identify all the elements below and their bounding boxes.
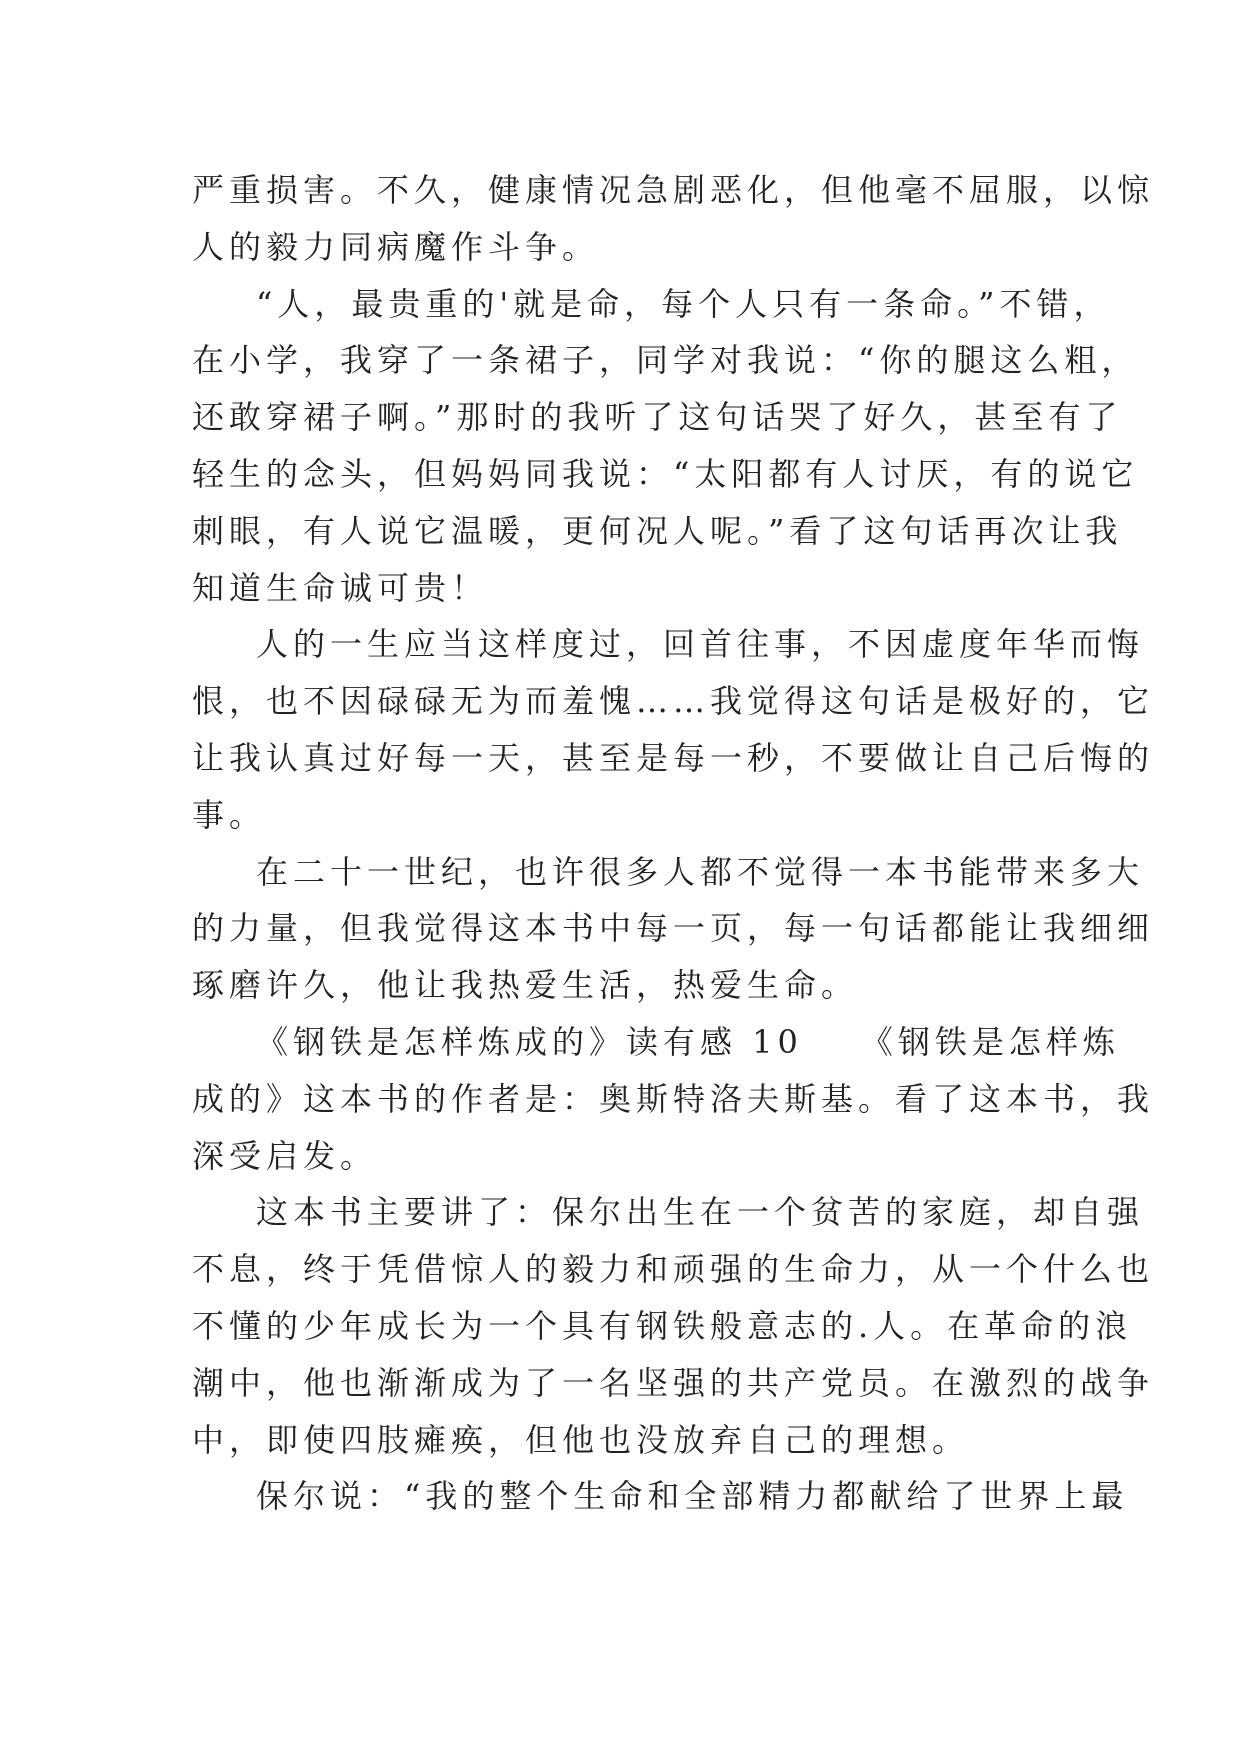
text-line: “人，最贵重的'就是命，每个人只有一条命。”不错， xyxy=(256,285,1111,323)
text-line: 让我认真过好每一天，甚至是每一秒，不要做让自己后悔的 xyxy=(192,739,1155,777)
text-line: 深受启发。 xyxy=(192,1137,378,1175)
text-line: 中，即使四肢瘫痪，但他也没放弃自己的理想。 xyxy=(192,1421,970,1459)
text-line: 轻生的念头，但妈妈同我说：“太阳都有人讨厌，有的说它 xyxy=(192,455,1139,493)
text-line: 成的》这本书的作者是：奥斯特洛夫斯基。看了这本书，我 xyxy=(192,1080,1155,1118)
text-line: 人的一生应当这样度过，回首往事，不因虚度年华而悔 xyxy=(256,625,1145,663)
text-line: 刺眼，有人说它温暖，更何况人呢。”看了这句话再次让我 xyxy=(192,512,1123,550)
text-line: 知道生命诚可贵！ xyxy=(192,569,489,607)
text-line: 在二十一世纪，也许很多人都不觉得一本书能带来多大 xyxy=(256,853,1145,891)
text-line: 人的毅力同病魔作斗争。 xyxy=(192,228,600,266)
text-line: 的力量，但我觉得这本书中每一页，每一句话都能让我细细 xyxy=(192,909,1155,947)
text-line: 不懂的少年成长为一个具有钢铁般意志的.人。在革命的浪 xyxy=(192,1307,1133,1345)
text-line: 这本书主要讲了：保尔出生在一个贫苦的家庭，却自强 xyxy=(256,1193,1145,1231)
text-line: 严重损害。不久，健康情况急剧恶化，但他毫不屈服，以惊 xyxy=(192,171,1155,209)
text-line: 事。 xyxy=(192,796,267,834)
text-line: 《钢铁是怎样炼成的》读有感 10 《钢铁是怎样炼 xyxy=(256,1023,1120,1061)
text-line: 保尔说：“我的整个生命和全部精力都献给了世界上最 xyxy=(256,1477,1129,1515)
text-line: 不息，终于凭借惊人的毅力和顽强的生命力，从一个什么也 xyxy=(192,1250,1155,1288)
text-line: 琢磨许久，他让我热爱生活，热爱生命。 xyxy=(192,966,859,1004)
text-line: 潮中，他也渐渐成为了一名坚强的共产党员。在激烈的战争 xyxy=(192,1364,1155,1402)
text-line: 还敢穿裙子啊。”那时的我听了这句话哭了好久，甚至有了 xyxy=(192,398,1123,436)
text-line: 在小学，我穿了一条裙子，同学对我说：“你的腿这么粗， xyxy=(192,341,1139,379)
text-line: 恨，也不因碌碌无为而羞愧……我觉得这句话是极好的，它 xyxy=(192,682,1155,720)
